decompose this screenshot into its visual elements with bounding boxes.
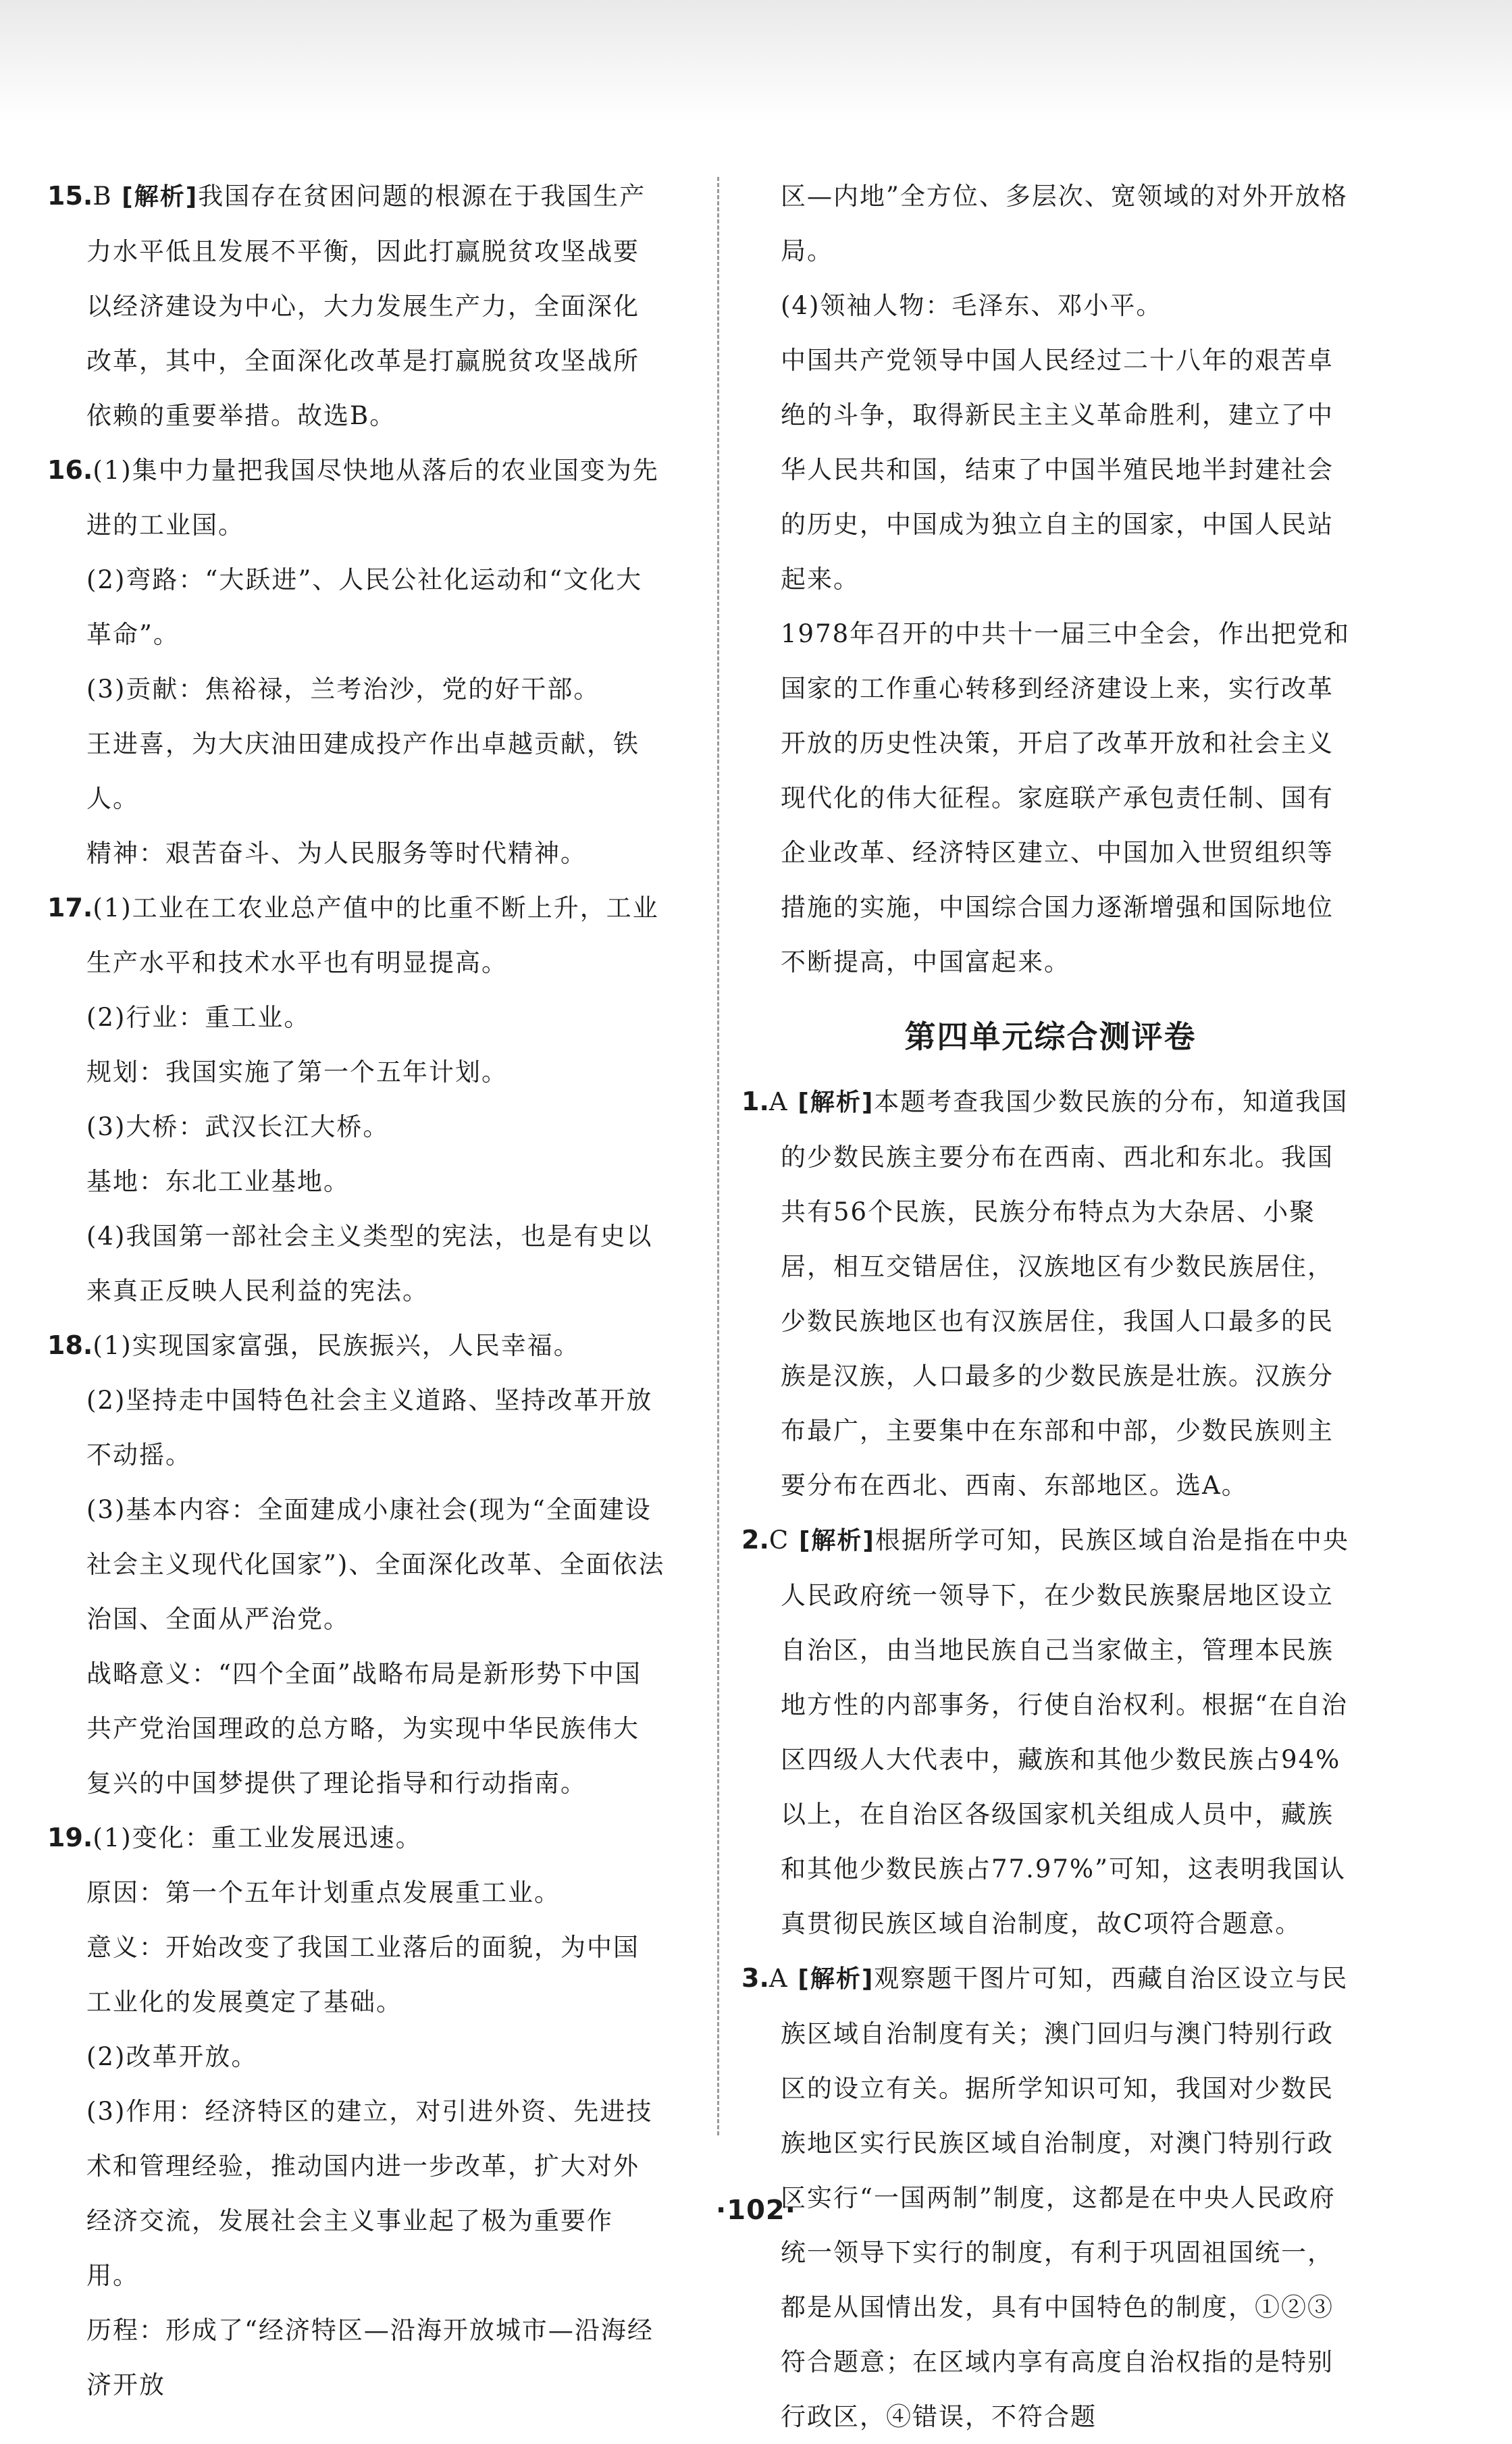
question-number: 15. <box>47 181 93 211</box>
answer-text: 战略意义：“四个全面”战略布局是新形势下中国共产党治国理政的总方略，为实现中华民族伟大复兴的中国梦提供了理论指导和行动指南。 <box>86 1659 642 1798</box>
answer-text: 意义：开始改变了我国工业落后的面貌，为中国工业化的发展奠定了基础。 <box>86 1933 640 2017</box>
answer-text: 规划：我国实施了第一个五年计划。 <box>86 1058 508 1087</box>
answer-text: 基地：东北工业基地。 <box>86 1167 350 1196</box>
answer-text: C <box>768 1526 799 1555</box>
left-column <box>47 169 665 2412</box>
page-number: ·102· <box>716 2195 796 2226</box>
answer-line <box>47 1099 665 1154</box>
column-divider <box>717 177 719 2135</box>
answer-line <box>47 990 665 1045</box>
answer-text: 精神：艰苦奋斗、为人民服务等时代精神。 <box>86 839 587 868</box>
answer-text: 原因：第一个五年计划重点发展重工业。 <box>86 1878 561 1907</box>
answer-line <box>741 278 1359 333</box>
answer-line <box>741 333 1359 606</box>
answer-text: (3)贡献：焦裕禄，兰考治沙，党的好干部。 <box>86 675 600 704</box>
analysis-tag: [解析] <box>798 1965 875 1993</box>
answer-text: B <box>93 182 122 211</box>
question-answer <box>47 881 665 990</box>
answer-text: (2)改革开放。 <box>86 2042 258 2071</box>
answer-text: 我国存在贫困问题的根源在于我国生产力水平低且发展不平衡，因此打赢脱贫攻坚战要以经济建设为中心，大力发展生产力，全面深化改革，其中，全面深化改革是打赢脱贫攻坚战所依赖的重要举措。故选B。 <box>86 182 646 430</box>
right-column <box>741 169 1359 2444</box>
answer-text: (2)行业：重工业。 <box>86 1003 311 1032</box>
answer-line <box>47 662 665 717</box>
question-answer <box>47 1318 665 1373</box>
answer-line <box>47 826 665 881</box>
answer-line <box>47 1920 665 2029</box>
answer-line <box>47 1482 665 1646</box>
answer-line <box>47 1209 665 1318</box>
answer-text: (1)集中力量把我国尽快地从落后的农业国变为先进的工业国。 <box>86 456 659 540</box>
analysis-tag: [解析] <box>798 1527 875 1555</box>
answer-line <box>47 1373 665 1482</box>
analysis-tag: [解析] <box>798 1089 875 1116</box>
section-title: 第四单元综合测评卷 <box>904 1018 1197 1055</box>
answer-text: 观察题干图片可知，西藏自治区设立与民族区域自治制度有关；澳门回归与澳门特别行政区的设立有关。据所学知识可知，我国对少数民族地区实行民族区域自治制度，对澳门特别行政区实行“一国两制”制度，这都是在中央人民政府统一领导下实行的制度，有利于巩固祖国统一，都是从国情出发，具有中国特色的制度，①②③符合题意；在区域内享有高度自治权指的是特别行政区，④错误，不符合题 <box>781 1964 1349 2431</box>
answer-line <box>47 2029 665 2084</box>
answer-text: 区—内地”全方位、多层次、宽领域的对外开放格局。 <box>781 182 1348 265</box>
answer-line <box>47 1865 665 1920</box>
answer-text: (4)领袖人物：毛泽东、邓小平。 <box>781 291 1163 320</box>
answer-text: (2)弯路：“大跃进”、人民公社化运动和“文化大革命”。 <box>86 565 643 649</box>
answer-text: 王进喜，为大庆油田建成投产作出卓越贡献，铁人。 <box>86 729 640 813</box>
answer-text: 根据所学可知，民族区域自治是指在中央人民政府统一领导下，在少数民族聚居地区设立自治区，由当地民族自己当家做主，管理本民族地方性的内部事务，行使自治权利。根据“在自治区四级人大代表中，藏族和其他少数民族占94%以上，在自治区各级国家机关组成人员中，藏族和其他少数民族占77.97%”可知，这表明我国认真贯彻民族区域自治制度，故C项符合题意。 <box>781 1526 1349 1938</box>
question-number: 2. <box>741 1525 769 1555</box>
question-answer <box>741 1513 1359 1951</box>
analysis-tag: [解析] <box>122 183 199 211</box>
question-number: 3. <box>741 1963 769 1993</box>
answer-text: (3)作用：经济特区的建立，对引进外资、先进技术和管理经验，推动国内进一步改革，扩大对外经济交流，发展社会主义事业起了极为重要作用。 <box>86 2097 653 2290</box>
question-number: 18. <box>47 1330 93 1360</box>
question-number: 1. <box>741 1087 769 1116</box>
answer-text: (3)基本内容：全面建成小康社会(现为“全面建设社会主义现代化国家”)、全面深化改革、全面依法治国、全面从严治党。 <box>86 1495 665 1634</box>
answer-text: (2)坚持走中国特色社会主义道路、坚持改革开放不动摇。 <box>86 1386 653 1470</box>
question-number: 16. <box>47 455 93 485</box>
answer-text: (1)工业在工农业总产值中的比重不断上升，工业生产水平和技术水平也有明显提高。 <box>86 893 659 977</box>
answer-line <box>47 2084 665 2303</box>
answer-text: 中国共产党领导中国人民经过二十八年的艰苦卓绝的斗争，取得新民主主义革命胜利，建立了中华人民共和国，结束了中国半殖民地半封建社会的历史，中国成为独立自主的国家，中国人民站起来。 <box>781 346 1334 594</box>
answer-line <box>741 169 1359 278</box>
answer-line <box>47 1646 665 1811</box>
question-answer <box>47 443 665 552</box>
question-answer <box>741 1074 1359 1513</box>
question-number: 19. <box>47 1823 93 1852</box>
answer-text: (1)变化：重工业发展迅速。 <box>93 1823 422 1852</box>
page-edge-shadow <box>0 0 1512 122</box>
answer-text: 本题考查我国少数民族的分布，知道我国的少数民族主要分布在西南、西北和东北。我国共有56个民族，民族分布特点为大杂居、小聚居，相互交错居住，汉族地区有少数民族居住，少数民族地区也有汉族居住，我国人口最多的民族是汉族，人口最多的少数民族是壮族。汉族分布最广，主要集中在东部和中部，少数民族则主要分布在西北、西南、东部地区。选A。 <box>781 1087 1349 1500</box>
answer-text: 1978年召开的中共十一届三中全会，作出把党和国家的工作重心转移到经济建设上来，实行改革开放的历史性决策，开启了改革开放和社会主义现代化的伟大征程。家庭联产承包责任制、国有企业改革、经济特区建立、中国加入世贸组织等措施的实施，中国综合国力逐渐增强和国际地位不断提高，中国富起来。 <box>781 619 1351 977</box>
answer-text: (3)大桥：武汉长江大桥。 <box>86 1112 390 1141</box>
answer-line <box>47 717 665 826</box>
answer-text: A <box>768 1964 798 1993</box>
answer-text: 历程：形成了“经济特区—沿海开放城市—沿海经济开放 <box>86 2316 654 2399</box>
answer-text: A <box>768 1087 798 1116</box>
answer-line <box>741 606 1359 989</box>
answer-line <box>47 552 665 662</box>
question-answer <box>47 169 665 443</box>
answer-text: (1)实现国家富强，民族振兴，人民幸福。 <box>93 1331 580 1360</box>
answer-line <box>47 2303 665 2412</box>
answer-line <box>47 1154 665 1209</box>
question-answer <box>47 1811 665 1865</box>
answer-text: (4)我国第一部社会主义类型的宪法，也是有史以来真正反映人民利益的宪法。 <box>86 1222 653 1305</box>
question-number: 17. <box>47 893 93 922</box>
answer-line <box>47 1045 665 1099</box>
